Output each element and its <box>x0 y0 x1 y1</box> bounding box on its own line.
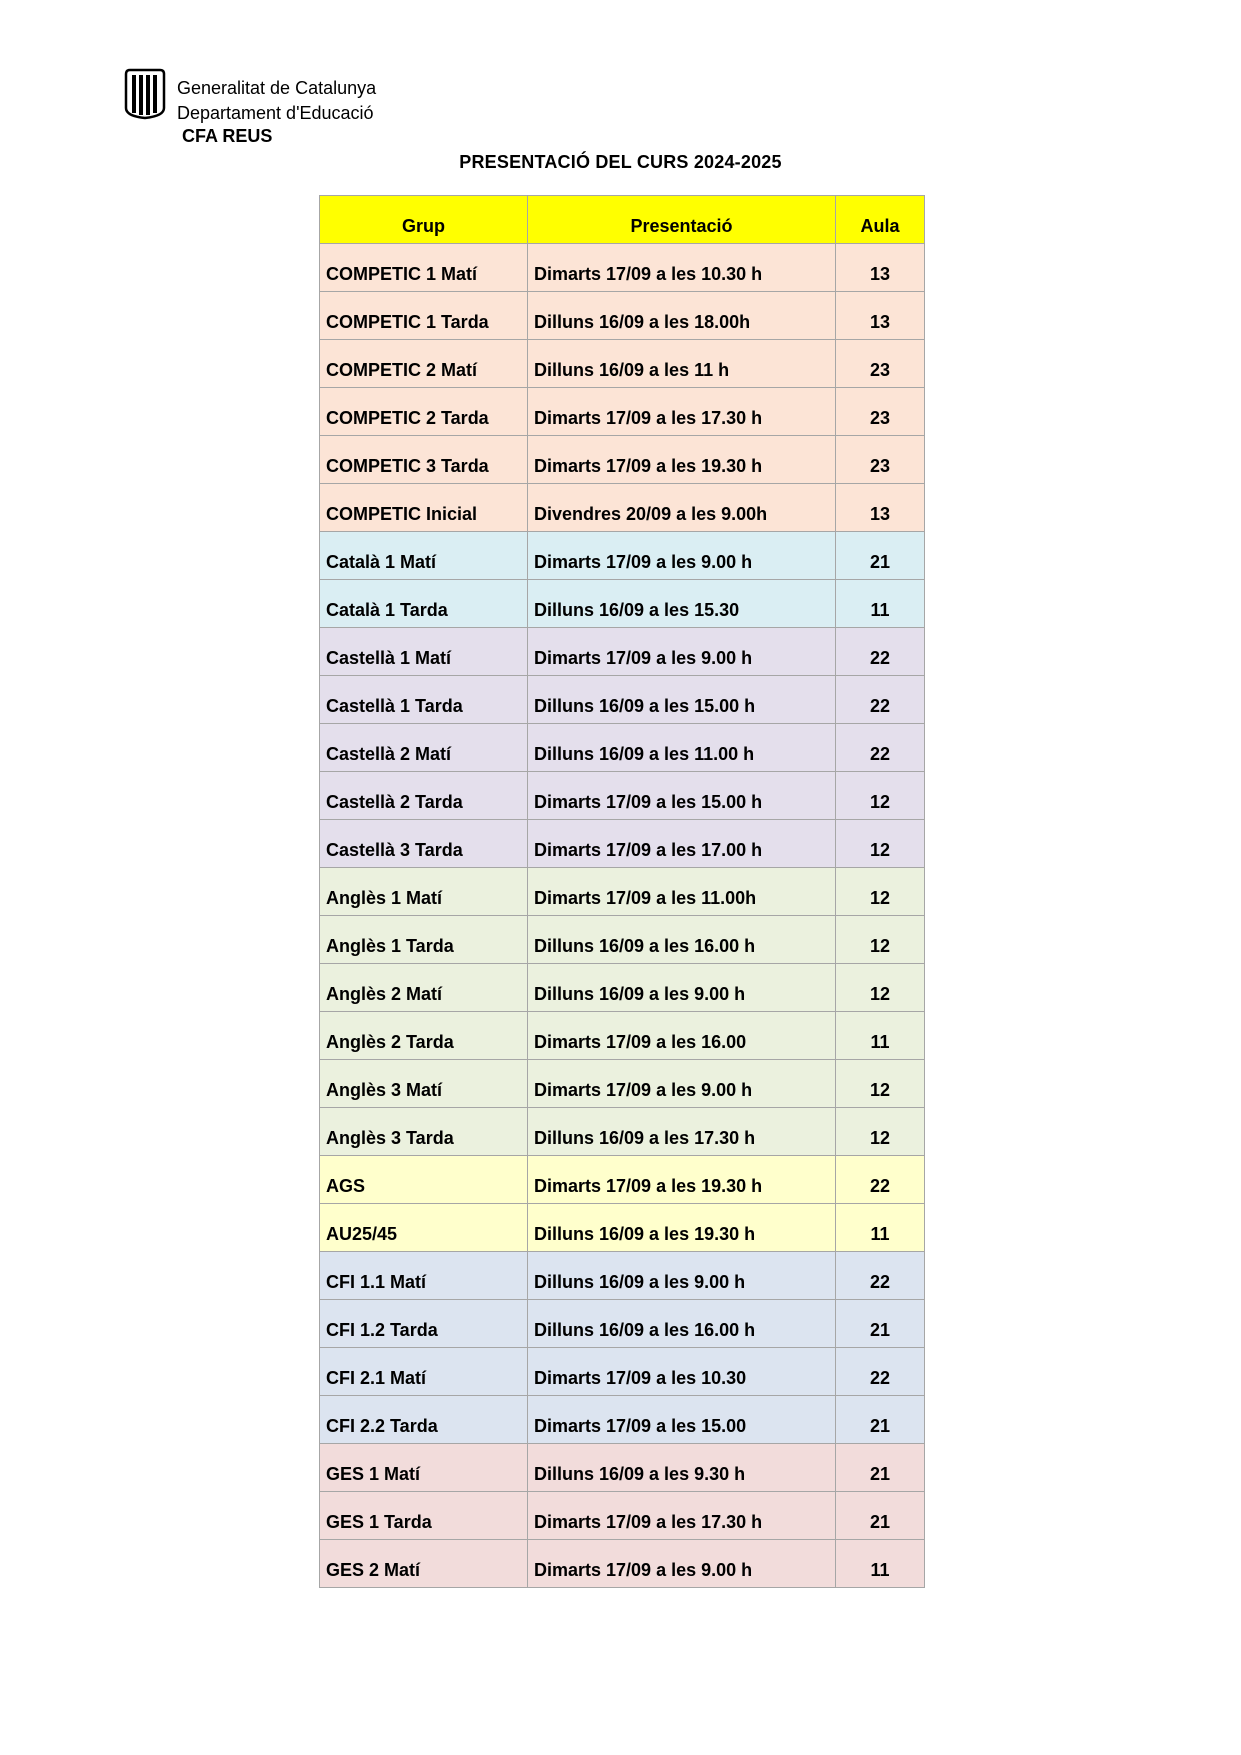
cell-aula: 12 <box>836 964 925 1012</box>
cell-aula: 21 <box>836 1396 925 1444</box>
table-row <box>320 244 925 292</box>
cell-grup: COMPETIC 1 Matí <box>320 244 528 292</box>
schedule-table <box>319 195 925 1588</box>
cell-presentacio: Dilluns 16/09 a les 11.00 h <box>528 724 836 772</box>
cell-presentacio: Dilluns 16/09 a les 9.00 h <box>528 964 836 1012</box>
cell-aula: 12 <box>836 868 925 916</box>
cell-aula: 21 <box>836 1492 925 1540</box>
cell-presentacio: Dilluns 16/09 a les 15.30 <box>528 580 836 628</box>
table-row <box>320 1060 925 1108</box>
cell-presentacio: Dimarts 17/09 a les 16.00 <box>528 1012 836 1060</box>
cell-aula: 22 <box>836 1348 925 1396</box>
cell-grup: Castellà 1 Matí <box>320 628 528 676</box>
cell-aula: 11 <box>836 580 925 628</box>
cell-presentacio: Dimarts 17/09 a les 17.30 h <box>528 1492 836 1540</box>
cell-aula: 11 <box>836 1204 925 1252</box>
cell-aula: 12 <box>836 772 925 820</box>
cell-presentacio: Dilluns 16/09 a les 16.00 h <box>528 916 836 964</box>
cell-grup: Castellà 1 Tarda <box>320 676 528 724</box>
table-row <box>320 484 925 532</box>
cell-aula: 23 <box>836 388 925 436</box>
cell-aula: 22 <box>836 1156 925 1204</box>
cell-presentacio: Dimarts 17/09 a les 10.30 h <box>528 244 836 292</box>
cell-presentacio: Dilluns 16/09 a les 9.00 h <box>528 1252 836 1300</box>
table-row <box>320 292 925 340</box>
cell-grup: AU25/45 <box>320 1204 528 1252</box>
cell-presentacio: Dimarts 17/09 a les 15.00 <box>528 1396 836 1444</box>
table-row <box>320 628 925 676</box>
header-grup: Grup <box>320 196 528 244</box>
cell-grup: CFI 2.2 Tarda <box>320 1396 528 1444</box>
cell-presentacio: Dilluns 16/09 a les 18.00h <box>528 292 836 340</box>
table-row <box>320 868 925 916</box>
org-line-1: Generalitat de Catalunya <box>177 78 377 98</box>
cell-presentacio: Dimarts 17/09 a les 10.30 <box>528 1348 836 1396</box>
cell-presentacio: Dilluns 16/09 a les 17.30 h <box>528 1108 836 1156</box>
cell-grup: GES 1 Tarda <box>320 1492 528 1540</box>
table-row <box>320 1348 925 1396</box>
cell-aula: 23 <box>836 340 925 388</box>
cell-grup: CFI 1.2 Tarda <box>320 1300 528 1348</box>
cell-grup: GES 1 Matí <box>320 1444 528 1492</box>
cell-grup: Anglès 1 Matí <box>320 868 528 916</box>
table-row <box>320 1540 925 1588</box>
cell-grup: Castellà 2 Matí <box>320 724 528 772</box>
cell-aula: 12 <box>836 916 925 964</box>
table-row <box>320 532 925 580</box>
cell-presentacio: Dimarts 17/09 a les 9.00 h <box>528 628 836 676</box>
cell-aula: 13 <box>836 484 925 532</box>
cell-grup: Català 1 Tarda <box>320 580 528 628</box>
cell-presentacio: Divendres 20/09 a les 9.00h <box>528 484 836 532</box>
cell-grup: Anglès 1 Tarda <box>320 916 528 964</box>
cell-presentacio: Dimarts 17/09 a les 19.30 h <box>528 436 836 484</box>
table-row <box>320 388 925 436</box>
cell-presentacio: Dilluns 16/09 a les 16.00 h <box>528 1300 836 1348</box>
cell-aula: 22 <box>836 628 925 676</box>
cell-aula: 12 <box>836 820 925 868</box>
document-title: PRESENTACIÓ DEL CURS 2024-2025 <box>459 152 782 172</box>
table-row <box>320 772 925 820</box>
table-row <box>320 1300 925 1348</box>
table-row <box>320 340 925 388</box>
table-row <box>320 436 925 484</box>
cell-aula: 13 <box>836 292 925 340</box>
table-header-row <box>320 196 925 244</box>
organization-name <box>177 76 376 126</box>
table-row <box>320 724 925 772</box>
cell-grup: CFI 1.1 Matí <box>320 1252 528 1300</box>
cell-presentacio: Dilluns 16/09 a les 15.00 h <box>528 676 836 724</box>
cell-presentacio: Dilluns 16/09 a les 19.30 h <box>528 1204 836 1252</box>
cell-aula: 13 <box>836 244 925 292</box>
cell-grup: Anglès 2 Tarda <box>320 1012 528 1060</box>
table-row <box>320 1204 925 1252</box>
table-row <box>320 1396 925 1444</box>
header-presentacio: Presentació <box>528 196 836 244</box>
cell-grup: GES 2 Matí <box>320 1540 528 1588</box>
cell-presentacio: Dimarts 17/09 a les 9.00 h <box>528 1540 836 1588</box>
table-row <box>320 964 925 1012</box>
table-row <box>320 580 925 628</box>
table-row <box>320 676 925 724</box>
cell-aula: 22 <box>836 724 925 772</box>
cell-grup: COMPETIC 2 Matí <box>320 340 528 388</box>
cell-aula: 12 <box>836 1108 925 1156</box>
cell-grup: Castellà 2 Tarda <box>320 772 528 820</box>
cell-presentacio: Dimarts 17/09 a les 19.30 h <box>528 1156 836 1204</box>
cell-presentacio: Dilluns 16/09 a les 9.30 h <box>528 1444 836 1492</box>
cell-presentacio: Dimarts 17/09 a les 9.00 h <box>528 532 836 580</box>
cell-grup: Català 1 Matí <box>320 532 528 580</box>
table-row <box>320 1444 925 1492</box>
table-row <box>320 1252 925 1300</box>
table-row <box>320 820 925 868</box>
table-body <box>320 244 925 1588</box>
cell-grup: Anglès 3 Matí <box>320 1060 528 1108</box>
table-row <box>320 1108 925 1156</box>
center-name: CFA REUS <box>182 126 273 146</box>
cell-grup: Anglès 3 Tarda <box>320 1108 528 1156</box>
cell-presentacio: Dimarts 17/09 a les 17.00 h <box>528 820 836 868</box>
cell-aula: 21 <box>836 532 925 580</box>
org-line-2: Departament d'Educació <box>177 103 374 123</box>
cell-presentacio: Dimarts 17/09 a les 15.00 h <box>528 772 836 820</box>
cell-grup: COMPETIC 1 Tarda <box>320 292 528 340</box>
cell-aula: 12 <box>836 1060 925 1108</box>
cell-grup: Anglès 2 Matí <box>320 964 528 1012</box>
cell-grup: COMPETIC 3 Tarda <box>320 436 528 484</box>
table-row <box>320 1012 925 1060</box>
cell-presentacio: Dimarts 17/09 a les 9.00 h <box>528 1060 836 1108</box>
cell-grup: Castellà 3 Tarda <box>320 820 528 868</box>
cell-presentacio: Dimarts 17/09 a les 11.00h <box>528 868 836 916</box>
cell-grup: COMPETIC 2 Tarda <box>320 388 528 436</box>
cell-aula: 21 <box>836 1300 925 1348</box>
cell-aula: 21 <box>836 1444 925 1492</box>
cell-aula: 11 <box>836 1540 925 1588</box>
cell-aula: 22 <box>836 676 925 724</box>
cell-grup: COMPETIC Inicial <box>320 484 528 532</box>
table-row <box>320 916 925 964</box>
header-aula: Aula <box>836 196 925 244</box>
cell-presentacio: Dilluns 16/09 a les 11 h <box>528 340 836 388</box>
table-row <box>320 1156 925 1204</box>
cell-grup: CFI 2.1 Matí <box>320 1348 528 1396</box>
cell-aula: 23 <box>836 436 925 484</box>
table-row <box>320 1492 925 1540</box>
cell-grup: AGS <box>320 1156 528 1204</box>
cell-aula: 11 <box>836 1012 925 1060</box>
catalan-flag-stripes-icon <box>122 68 168 120</box>
cell-presentacio: Dimarts 17/09 a les 17.30 h <box>528 388 836 436</box>
cell-aula: 22 <box>836 1252 925 1300</box>
